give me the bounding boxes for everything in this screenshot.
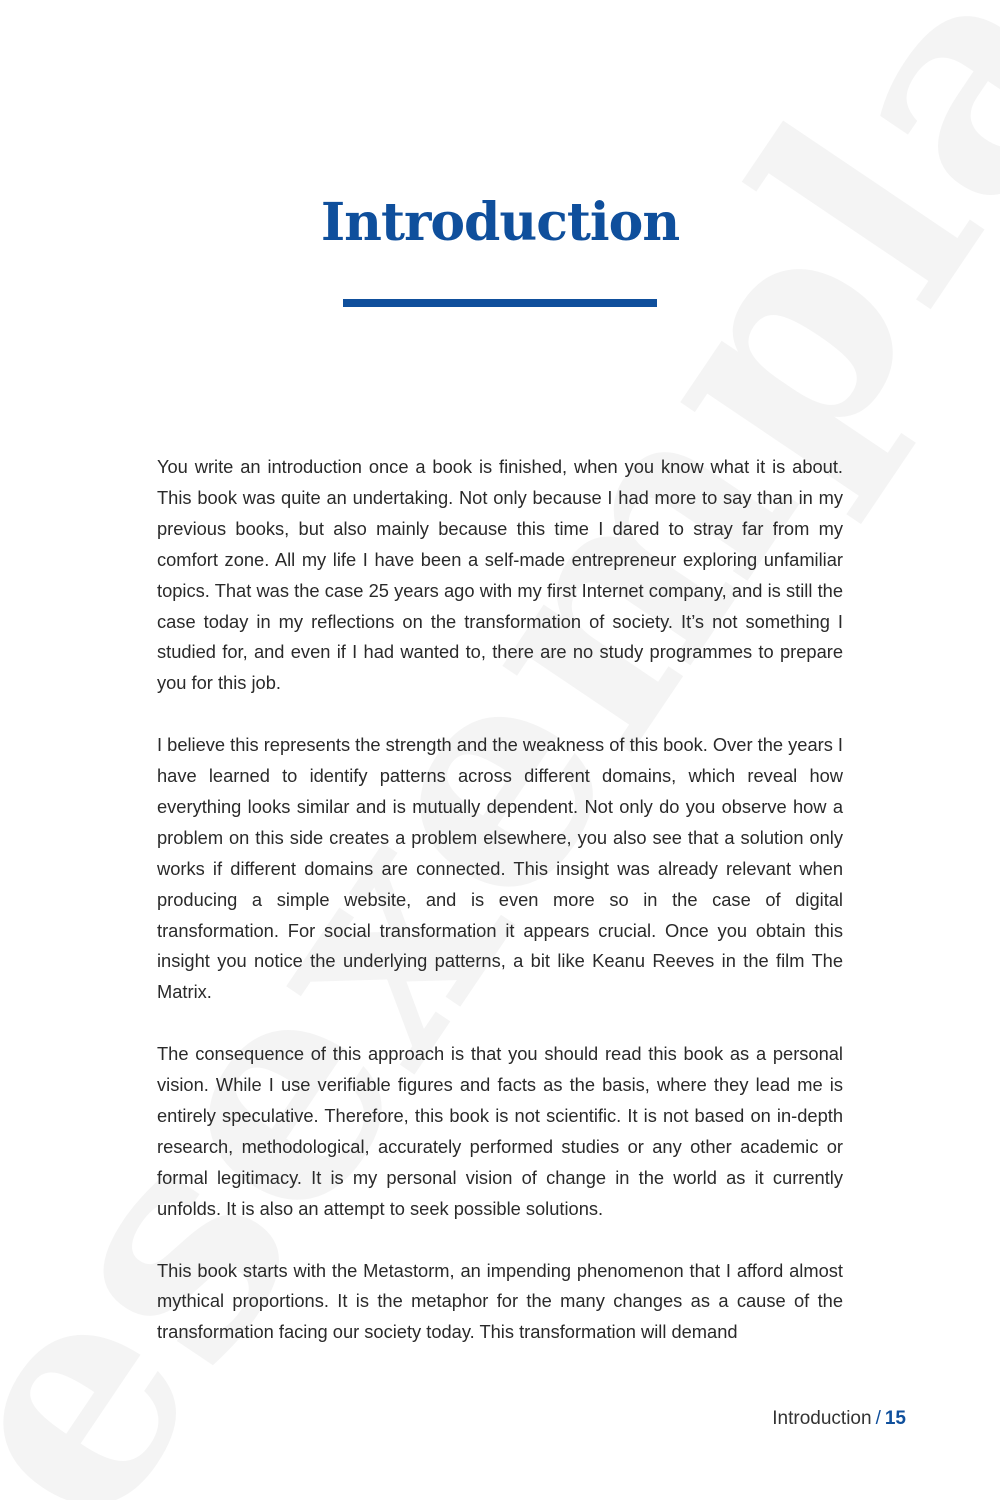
paragraph-4: This book starts with the Metastorm, an impending phenomenon that I afford almost mythical proportions. It is the metaphor for the many changes as a cause of the transformation facing our society today. This transformation will demand (157, 1259, 843, 1343)
body-text (157, 452, 843, 1379)
footer-separator: / (875, 1408, 881, 1429)
paragraph-3: The consequence of this approach is that you should read this book as a personal vision. While I use verifiable figures and facts as the basis, where they lead me is entirely speculative. Therefore, this book is not scientific. It is not based on in-depth research, methodological, accurately performed studies or any other academic or formal legitimacy. It is my personal vision of change in the world as it currently unfolds. It is also an attempt to seek possible solutions. (157, 1043, 843, 1219)
paragraph-2: I believe this represents the strength and the weakness of this book. Over the years I have learned to identify patterns across different domains, which reveal how everything looks similar and is mutually dependent. Not only do you observe how a problem on this side creates a problem elsewhere, you also see that a solution only works if different domains are connected. This insight was already relevant when producing a simple website, and is even more so in the case of digital transformation. For social transformation it appears crucial. Once you obtain this insight you notice the underlying patterns, a bit like Keanu Reeves in the film The Matrix. (157, 734, 843, 1003)
chapter-title: Introduction (320, 192, 680, 253)
page-number: 15 (884, 1408, 906, 1429)
title-underline (343, 299, 657, 307)
page-footer (772, 1408, 906, 1430)
paragraph-1: You write an introduction once a book is finished, when you know what it is about. This book was quite an undertaking. Not only because I had more to say than in my previous books, but also mainly because this time I dared to stray far from my comfort zone. All my life I have been a self-made entrepreneur exploring unfamiliar topics. That was the case 25 years ago with my first Internet company, and is still the case today in my reflections on the transformation of society. It’s not something I studied for, and even if I had wanted to, there are no study programmes to prepare you for this job. (157, 456, 843, 694)
footer-section-label: Introduction (772, 1408, 872, 1429)
